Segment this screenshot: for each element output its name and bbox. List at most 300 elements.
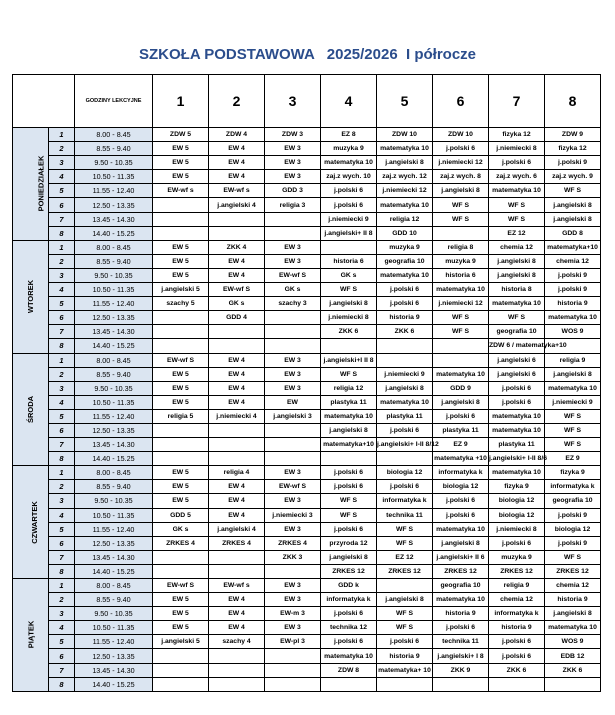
day-label [13,128,49,241]
lesson-cell: EW-wf s [153,184,209,198]
lesson-cell: EW 5 [153,367,209,381]
lesson-cell [321,452,377,466]
lesson-cell: geografia 10 [377,254,433,268]
lesson-cell: religia 9 [489,579,545,593]
lesson-number: 6 [49,423,75,437]
lesson-cell: WF S [377,522,433,536]
lesson-cell: EW 4 [209,480,265,494]
lesson-cell: EW-wf S [265,268,321,282]
lesson-cell: j.polski 6 [377,635,433,649]
lesson-cell [153,198,209,212]
lesson-cell: WF S [321,508,377,522]
lesson-number: 3 [49,494,75,508]
lesson-cell: EW 3 [265,621,321,635]
lesson-cell: WF S [545,184,601,198]
lesson-cell: EW 4 [209,508,265,522]
lesson-number: 7 [49,550,75,564]
lesson-cell: j.polski 9 [545,283,601,297]
lesson-cell: technika 12 [321,621,377,635]
lesson-cell: matematyka 10 [489,423,545,437]
lesson-cell: matematyka 10 [489,184,545,198]
lesson-cell: ZKK 6 [489,663,545,677]
table-row [13,607,601,621]
lesson-cell: j.angielski 8 [321,297,377,311]
lesson-cell: EW 3 [265,240,321,254]
lesson-cell [209,438,265,452]
lesson-cell: EW-wf S [153,353,209,367]
lesson-cell: matematyka 10 [489,297,545,311]
table-row [13,283,601,297]
lesson-cell: j.polski 6 [489,395,545,409]
lesson-number: 3 [49,607,75,621]
day-label [13,240,49,353]
lesson-cell [153,663,209,677]
lesson-cell: j.niemiecki 9 [377,367,433,381]
day-name: WTOREK [25,280,35,314]
table-row [13,593,601,607]
timetable-body [13,128,601,692]
lesson-cell: EW-m 3 [265,607,321,621]
lesson-cell: j.polski 9 [545,268,601,282]
lesson-cell: EW 4 [209,156,265,170]
lesson-number: 6 [49,536,75,550]
table-row [13,170,601,184]
lesson-cell: matematyka 10 [545,381,601,395]
lesson-cell: j.niemiecki 8 [321,311,377,325]
lesson-cell [377,452,433,466]
lesson-time: 13.45 - 14.30 [75,550,153,564]
lesson-cell: WF S [489,212,545,226]
lesson-cell: j.angielski 8 [377,593,433,607]
lesson-cell: j.polski 6 [321,198,377,212]
lesson-number: 2 [49,367,75,381]
lesson-cell: j.niemiecki 8 [489,522,545,536]
lesson-number: 1 [49,353,75,367]
table-row [13,381,601,395]
lesson-number: 1 [49,579,75,593]
lesson-cell: ZRKES 12 [377,564,433,578]
lesson-number: 4 [49,283,75,297]
lesson-cell: historia 9 [433,607,489,621]
table-row [13,198,601,212]
lesson-cell: ZKK 3 [265,550,321,564]
lesson-time: 12.50 - 13.35 [75,423,153,437]
lesson-cell: j.polski 6 [433,409,489,423]
lesson-cell: j.angielski 5 [153,283,209,297]
lesson-cell: plastyka 11 [433,423,489,437]
lesson-cell: EZ 9 [545,452,601,466]
lesson-cell: EW 3 [265,170,321,184]
lesson-time: 10.50 - 11.35 [75,508,153,522]
lesson-cell [209,663,265,677]
lesson-cell: historia 6 [321,254,377,268]
table-row [13,494,601,508]
lesson-number: 7 [49,325,75,339]
lesson-cell: matematyka 10 [321,649,377,663]
lesson-time: 13.45 - 14.30 [75,663,153,677]
lesson-cell: j.angielski+ II 8 [321,226,377,240]
lesson-cell: historia 9 [377,311,433,325]
lesson-cell: WF S [433,198,489,212]
lesson-cell: muzyka 9 [377,240,433,254]
lesson-cell: j.niemiecki 12 [433,156,489,170]
lesson-time: 10.50 - 11.35 [75,170,153,184]
lesson-cell: zaj.z wych. 6 [489,170,545,184]
lesson-cell: EW 5 [153,170,209,184]
lesson-cell [433,677,489,691]
table-row [13,621,601,635]
table-row [13,550,601,564]
lesson-cell: j.angielski 3 [265,409,321,423]
lesson-cell [545,677,601,691]
lesson-cell: EW-wf S [209,283,265,297]
lesson-cell: matematyka+ 10 [377,663,433,677]
lesson-header: 6 [433,75,489,128]
day-name: ŚRODA [26,395,35,423]
lesson-cell [265,649,321,663]
lesson-cell: ZRKES 4 [209,536,265,550]
lesson-cell [209,550,265,564]
lesson-cell: matematyka 10 [433,522,489,536]
lesson-cell: j.niemiecki 12 [433,297,489,311]
lesson-cell: WF S [377,621,433,635]
lesson-cell [433,339,489,353]
lesson-cell: zaj.z wych. 10 [321,170,377,184]
lesson-cell: EZ 12 [489,226,545,240]
lesson-number: 7 [49,212,75,226]
lesson-cell: j.polski 6 [489,649,545,663]
table-row [13,367,601,381]
lesson-cell: matematyka 10 [433,593,489,607]
lesson-cell: informatyka k [545,480,601,494]
lesson-cell: j.niemiecki 8 [489,142,545,156]
lesson-cell: j.polski 6 [377,423,433,437]
table-row [13,452,601,466]
lesson-cell: matematyka 10 [433,367,489,381]
lesson-cell: matematyka +10 [433,452,489,466]
lesson-cell [153,564,209,578]
lesson-cell [153,423,209,437]
lesson-cell: GK s [153,522,209,536]
lesson-cell: ZDW 6 / matematyka+10 [489,339,545,353]
lesson-cell [209,212,265,226]
lesson-cell: WF S [321,283,377,297]
lesson-cell: historia 8 [489,283,545,297]
lesson-cell: EW 4 [209,367,265,381]
lesson-cell [265,564,321,578]
lesson-cell [265,452,321,466]
lesson-cell: fizyka 9 [489,480,545,494]
lesson-cell: ZKK 9 [433,663,489,677]
header-row [13,75,601,128]
lesson-time: 10.50 - 11.35 [75,621,153,635]
lesson-cell [265,423,321,437]
lesson-cell: EZ 8 [321,128,377,142]
lesson-cell: biologia 12 [489,508,545,522]
lesson-cell [377,677,433,691]
lesson-cell: WF S [489,198,545,212]
lesson-number: 3 [49,156,75,170]
lesson-cell: EDB 12 [545,649,601,663]
lesson-cell: matematyka 10 [489,466,545,480]
lesson-cell: j.angielski+ I-II 8/12 [377,438,433,452]
lesson-cell: technika 11 [433,635,489,649]
lesson-cell: GK s [265,283,321,297]
lesson-time: 8.00 - 8.45 [75,466,153,480]
lesson-cell: biologia 12 [433,480,489,494]
lesson-cell: j.polski 6 [489,536,545,550]
lesson-cell: EW 4 [209,170,265,184]
lesson-cell [265,226,321,240]
table-row [13,212,601,226]
lesson-cell [153,212,209,226]
lesson-cell: j.polski 9 [545,536,601,550]
lesson-cell: historia 9 [489,621,545,635]
lesson-cell [265,339,321,353]
day-name: PONIEDZIAŁEK [36,155,46,212]
lesson-cell: matematyka 10 [545,621,601,635]
lesson-cell: EW 3 [265,381,321,395]
lesson-cell [153,339,209,353]
lesson-cell: GDD k [321,579,377,593]
day-label [13,353,49,466]
lesson-cell: EW 3 [265,142,321,156]
lesson-time: 9.50 - 10.35 [75,494,153,508]
lesson-cell: j.angielski 6 [489,353,545,367]
lesson-cell: EW 4 [209,381,265,395]
lesson-time: 14.40 - 15.25 [75,564,153,578]
lesson-cell [209,564,265,578]
lesson-number: 8 [49,564,75,578]
lesson-cell: zaj.z wych. 8 [433,170,489,184]
lesson-cell: j.polski 6 [321,184,377,198]
lesson-cell: ZDW 9 [545,128,601,142]
lesson-number: 4 [49,395,75,409]
lesson-cell: j.polski 6 [377,297,433,311]
header-corner [13,75,75,128]
lesson-cell: j.polski 6 [433,508,489,522]
lesson-cell: WOS 9 [545,635,601,649]
lesson-cell: EW 4 [209,607,265,621]
lesson-cell: j.polski 6 [433,621,489,635]
lesson-cell: WF S [433,212,489,226]
lesson-time: 11.55 - 12.40 [75,635,153,649]
lesson-cell: muzyka 9 [489,550,545,564]
lesson-cell: EW [265,395,321,409]
lesson-header: 5 [377,75,433,128]
lesson-cell: historia 9 [545,297,601,311]
lesson-cell: ZRKES 4 [153,536,209,550]
table-row [13,395,601,409]
lesson-cell: historia 9 [377,649,433,663]
lesson-cell: EW 3 [265,367,321,381]
lesson-cell: plastyka 11 [321,395,377,409]
table-row [13,409,601,423]
lesson-cell: j.angielski 4 [209,522,265,536]
lesson-cell: EW 5 [153,607,209,621]
table-row [13,480,601,494]
lesson-number: 8 [49,677,75,691]
lesson-cell: EW-wf S [265,480,321,494]
lesson-cell: EW 3 [265,466,321,480]
lesson-cell [265,311,321,325]
lesson-time: 13.45 - 14.30 [75,438,153,452]
lesson-cell: ZKK 4 [209,240,265,254]
lesson-cell: EW 4 [209,353,265,367]
lesson-cell [153,550,209,564]
lesson-cell: plastyka 11 [377,409,433,423]
lesson-cell: EW 5 [153,381,209,395]
lesson-cell: plastyka 11 [489,438,545,452]
lesson-cell: j.polski 6 [377,480,433,494]
lesson-time: 14.40 - 15.25 [75,339,153,353]
lesson-cell: EW 3 [265,254,321,268]
day-label [13,579,49,692]
lesson-cell: j.angielski 8 [433,395,489,409]
lesson-cell: j.angielski+ I 8 [433,649,489,663]
page-title: SZKOŁA PODSTAWOWA 2025/2026 I półrocze [138,46,477,63]
day-name: CZWARTEK [29,500,39,544]
lesson-cell: WF S [545,550,601,564]
lesson-cell: j.angielski 8 [489,254,545,268]
lesson-cell [153,311,209,325]
lesson-cell [377,339,433,353]
lesson-cell: ZRKES 12 [321,564,377,578]
lesson-time: 13.45 - 14.30 [75,325,153,339]
lesson-cell: zaj.z wych. 12 [377,170,433,184]
lesson-number: 5 [49,409,75,423]
lesson-number: 5 [49,635,75,649]
lesson-cell [209,325,265,339]
lesson-cell: fizyka 12 [489,128,545,142]
lesson-cell: j.angielski+ I-II 8/6 [489,452,545,466]
lesson-cell: fizyka 9 [545,466,601,480]
lesson-cell: ZDW 10 [377,128,433,142]
hours-header: GODZINY LEKCYJNE [75,75,153,128]
lesson-cell: j.angielski+ II 6 [433,550,489,564]
lesson-cell: EW 3 [265,593,321,607]
lesson-cell: j.angielski 4 [209,198,265,212]
table-row [13,156,601,170]
lesson-cell: WF S [545,423,601,437]
lesson-cell: chemia 12 [489,593,545,607]
lesson-cell: EW 5 [153,466,209,480]
table-row [13,128,601,142]
lesson-cell: ZDW 8 [321,663,377,677]
lesson-cell: GK s [209,297,265,311]
lesson-cell: matematyka 10 [377,268,433,282]
lesson-cell: EZ 9 [433,438,489,452]
lesson-cell: religia 3 [265,198,321,212]
lesson-cell: j.angielski 8 [545,367,601,381]
lesson-time: 14.40 - 15.25 [75,452,153,466]
lesson-cell: ZKK 6 [545,663,601,677]
lesson-cell: matematyka+10 [545,240,601,254]
lesson-cell [377,579,433,593]
lesson-number: 2 [49,254,75,268]
lesson-time: 9.50 - 10.35 [75,607,153,621]
lesson-cell: geografia 10 [545,494,601,508]
day-label [13,466,49,579]
lesson-cell: przyroda 12 [321,536,377,550]
lesson-cell: EW 3 [265,579,321,593]
lesson-cell: j.polski 6 [489,381,545,395]
lesson-cell: szachy 3 [265,297,321,311]
lesson-cell: j.niemiecki 4 [209,409,265,423]
lesson-time: 8.00 - 8.45 [75,240,153,254]
lesson-cell: chemia 12 [489,240,545,254]
lesson-cell: j.angielski 8 [433,184,489,198]
lesson-time: 11.55 - 12.40 [75,522,153,536]
lesson-cell: EW 5 [153,621,209,635]
lesson-cell [321,339,377,353]
lesson-cell [265,212,321,226]
lesson-cell: matematyka 10 [377,395,433,409]
lesson-cell: j.angielski 5 [153,635,209,649]
lesson-number: 3 [49,381,75,395]
lesson-cell: biologia 12 [377,466,433,480]
lesson-cell: szachy 4 [209,635,265,649]
lesson-header: 3 [265,75,321,128]
lesson-cell [265,325,321,339]
table-row [13,297,601,311]
lesson-cell: j.angielski 8 [489,268,545,282]
lesson-cell: GK s [321,268,377,282]
lesson-time: 9.50 - 10.35 [75,268,153,282]
lesson-time: 14.40 - 15.25 [75,226,153,240]
lesson-number: 5 [49,522,75,536]
lesson-cell: EW 4 [209,395,265,409]
lesson-cell: matematyka 10 [377,198,433,212]
table-row [13,311,601,325]
lesson-cell: muzyka 9 [433,254,489,268]
lesson-cell: religia 12 [321,381,377,395]
lesson-cell [209,423,265,437]
lesson-cell [265,663,321,677]
lesson-time: 9.50 - 10.35 [75,381,153,395]
lesson-cell: j.angielski 8 [545,607,601,621]
table-row [13,325,601,339]
lesson-cell: ZRKES 12 [433,564,489,578]
lesson-header: 4 [321,75,377,128]
lesson-cell: ZDW 10 [433,128,489,142]
day-name: PIĄTEK [25,621,35,649]
lesson-cell: WOS 9 [545,325,601,339]
lesson-cell: EW-wf s [209,579,265,593]
table-row [13,522,601,536]
lesson-number: 8 [49,339,75,353]
lesson-cell: EW 4 [209,254,265,268]
lesson-cell: EW 5 [153,240,209,254]
lesson-cell: WF S [321,494,377,508]
lesson-cell: EW 5 [153,142,209,156]
lesson-cell: j.angielski+I II 8 [321,353,377,367]
lesson-cell: informatyka k [433,466,489,480]
lesson-cell [321,677,377,691]
lesson-number: 6 [49,198,75,212]
lesson-number: 3 [49,268,75,282]
lesson-cell: EW 5 [153,593,209,607]
lesson-number: 8 [49,226,75,240]
lesson-cell: j.angielski 8 [545,212,601,226]
lesson-time: 8.55 - 9.40 [75,593,153,607]
lesson-time: 11.55 - 12.40 [75,297,153,311]
lesson-cell: ZKK 6 [321,325,377,339]
table-row [13,649,601,663]
lesson-cell [209,649,265,663]
lesson-header: 1 [153,75,209,128]
lesson-cell: EW 3 [265,353,321,367]
